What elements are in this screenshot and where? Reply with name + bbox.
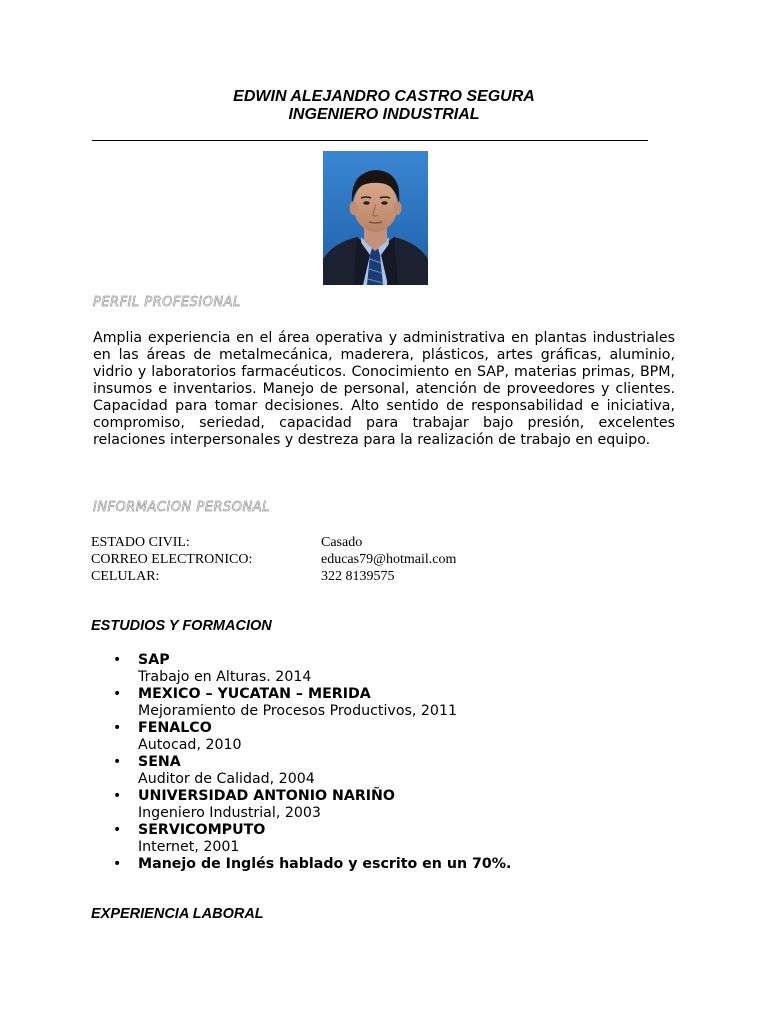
- list-item: [113, 754, 511, 788]
- list-item: [113, 652, 511, 686]
- study-institution: SAP: [138, 652, 170, 668]
- study-detail: Autocad, 2010: [138, 737, 242, 753]
- bullet-icon: •: [113, 788, 122, 804]
- study-detail: Trabajo en Alturas. 2014: [138, 669, 312, 685]
- list-item: [113, 856, 511, 873]
- study-institution: MEXICO – YUCATAN – MERIDA: [138, 686, 371, 702]
- studies-section-title: ESTUDIOS Y FORMACION: [91, 618, 272, 634]
- study-institution: FENALCO: [138, 720, 212, 736]
- bullet-icon: •: [113, 652, 122, 668]
- personal-info-section-title: INFORMACION PERSONAL: [93, 500, 270, 515]
- portrait-photo: [323, 151, 428, 285]
- list-item: [113, 720, 511, 754]
- study-detail: Ingeniero Industrial, 2003: [138, 805, 321, 821]
- study-institution: SERVICOMPUTO: [138, 822, 266, 838]
- studies-list: [113, 652, 511, 873]
- phone-label: CELULAR:: [91, 569, 160, 584]
- candidate-name: EDWIN ALEJANDRO CASTRO SEGURA: [233, 88, 535, 105]
- study-detail: Internet, 2001: [138, 839, 240, 855]
- bullet-icon: •: [113, 822, 122, 838]
- bullet-icon: •: [113, 686, 122, 702]
- header-divider: [92, 140, 648, 141]
- study-detail: Auditor de Calidad, 2004: [138, 771, 315, 787]
- email-value: educas79@hotmail.com: [321, 552, 457, 567]
- study-institution: SENA: [138, 754, 181, 770]
- study-institution: UNIVERSIDAD ANTONIO NARIÑO: [138, 788, 395, 804]
- candidate-profession: INGENIERO INDUSTRIAL: [288, 106, 480, 123]
- bullet-icon: •: [113, 856, 122, 872]
- profile-section-title: PERFIL PROFESIONAL: [93, 295, 241, 310]
- list-item: [113, 822, 511, 856]
- marital-status-value: Casado: [321, 535, 363, 550]
- profile-summary: Amplia experiencia en el área operativa y administrativa en plantas industriales en las áreas de metalmecánica, maderera, plásticos, artes gráficas, aluminio, vidrio y laboratorios farmacéuticos. Conocimiento en SAP, materias primas, BPM, insumos e inventarios. Manejo de personal, atención de proveedores y clientes. Capacidad para tomar decisiones. Alto sentido de responsabilidad e iniciativa, compromiso, seriedad, capacidad para trabajar bajo presión, excelentes relaciones interpersonales y destreza para la realización de trabajo en equipo.: [93, 330, 675, 448]
- experience-section-title: EXPERIENCIA LABORAL: [91, 906, 264, 922]
- list-item: [113, 686, 511, 720]
- marital-status-label: ESTADO CIVIL:: [91, 535, 190, 550]
- phone-value: 322 8139575: [321, 569, 395, 584]
- study-detail: Mejoramiento de Procesos Productivos, 2011: [138, 703, 458, 719]
- language-skill: Manejo de Inglés hablado y escrito en un 70%.: [138, 856, 512, 872]
- bullet-icon: •: [113, 720, 122, 736]
- bullet-icon: •: [113, 754, 122, 770]
- email-label: CORREO ELECTRONICO:: [91, 552, 253, 567]
- list-item: [113, 788, 511, 822]
